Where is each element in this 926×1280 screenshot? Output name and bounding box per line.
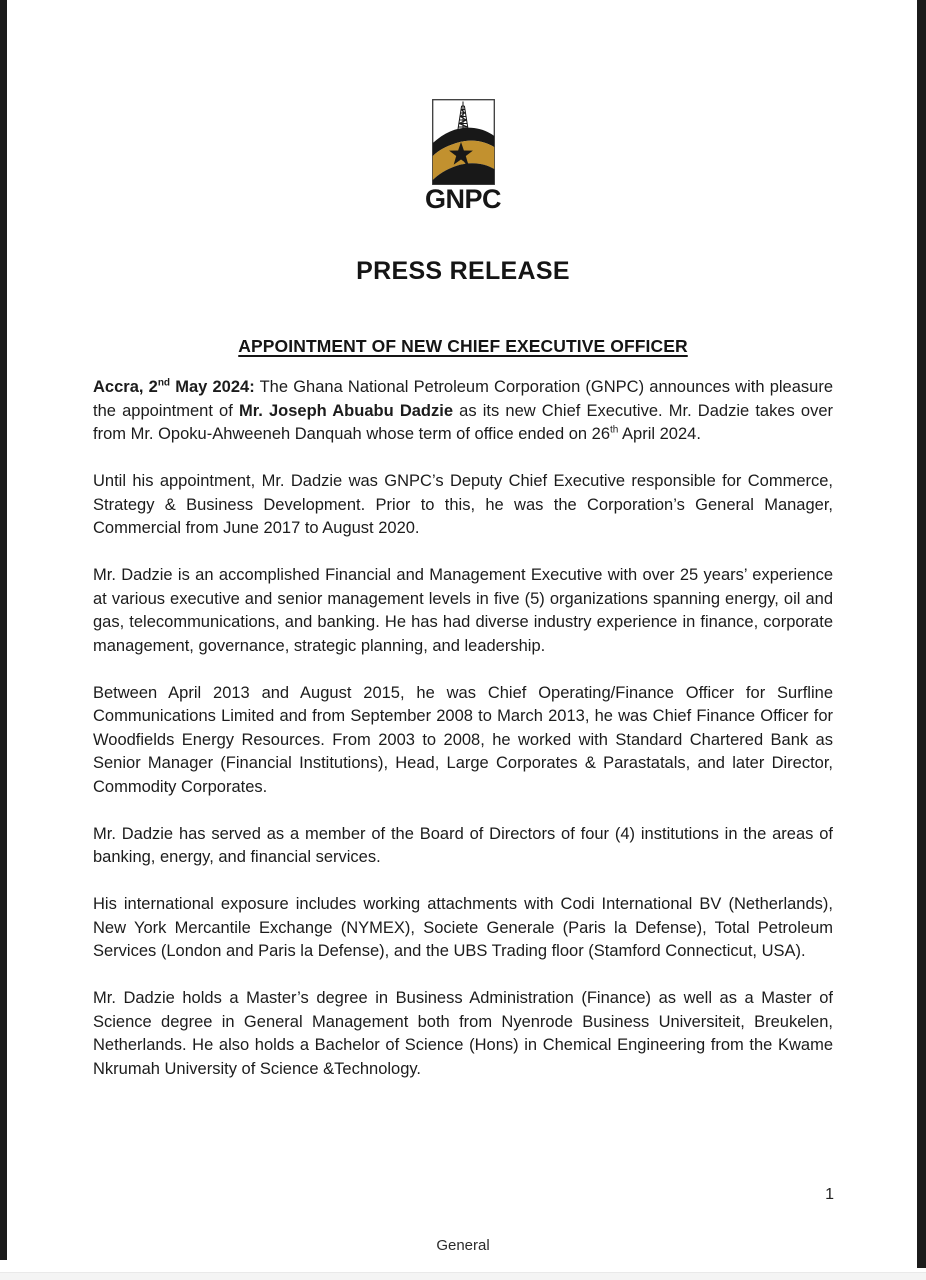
press-body bbox=[93, 376, 833, 1081]
paragraph-7: Mr. Dadzie holds a Master’s degree in Business Administration (Finance) as well as a Master of Science degree in General Management both from Nyenrode Business Universiteit, Breukelen, Netherlands. He also holds a Bachelor of Science (Hons) in Chemical Engineering from the Kwame Nkrumah University of Science &Technology. bbox=[93, 989, 833, 1078]
page-edge-bottom bbox=[0, 1272, 926, 1280]
paragraph-6: His international exposure includes working attachments with Codi International BV (Netherlands), New York Mercantile Exchange (NYMEX), Societe Generale (Paris la Defense), Total Petroleum Services (London and Paris la Defense), and the UBS Trading floor (Stamford Connecticut, USA). bbox=[93, 895, 833, 960]
paragraph-3: Mr. Dadzie is an accomplished Financial and Management Executive with over 25 years’ experience at various executive and senior management levels in five (5) organizations spanning energy, oil and gas, telecommunications, and banking. He has had diverse industry experience in finance, corporate management, governance, strategic planning, and leadership. bbox=[93, 566, 833, 655]
footer-sensitivity-label: General bbox=[436, 1237, 490, 1254]
gnpc-logo-text: GNPC bbox=[424, 184, 501, 214]
headline: APPOINTMENT OF NEW CHIEF EXECUTIVE OFFICER bbox=[238, 336, 688, 356]
gnpc-logo bbox=[0, 0, 926, 212]
press-release-title: PRESS RELEASE bbox=[356, 257, 570, 285]
page-number: 1 bbox=[825, 1186, 834, 1203]
paragraph-1: Accra, 2nd May 2024: The Ghana National Petroleum Corporation (GNPC) announces with pleasure the appointment of Mr. Joseph Abuabu Dadzie as its new Chief Executive. Mr. Dadzie takes over from Mr. Opoku-Ahweeneh Danquah whose term of office ended on 26th April 2024. bbox=[93, 377, 834, 443]
oil-derrick-star-icon bbox=[432, 99, 495, 185]
page-edge-left bbox=[0, 0, 7, 1260]
paragraph-4: Between April 2013 and August 2015, he was Chief Operating/Finance Officer for Surfline Communications Limited and from September 2008 to March 2013, he was Chief Finance Officer for Woodfields Energy Resources. From 2003 to 2008, he worked with Standard Chartered Bank as Senior Manager (Financial Institutions), Head, Large Corporates & Parastatals, and later Director, Commodity Corporates. bbox=[93, 683, 833, 796]
paragraph-2: Until his appointment, Mr. Dadzie was GNPC’s Deputy Chief Executive responsible for Commerce, Strategy & Business Development. Prior to this, he was the Corporation’s General Manager, Commercial from June 2017 to August 2020. bbox=[93, 472, 833, 537]
page-edge-right bbox=[917, 0, 926, 1268]
paragraph-5: Mr. Dadzie has served as a member of the Board of Directors of four (4) institutions in the areas of banking, energy, and financial services. bbox=[93, 824, 833, 866]
